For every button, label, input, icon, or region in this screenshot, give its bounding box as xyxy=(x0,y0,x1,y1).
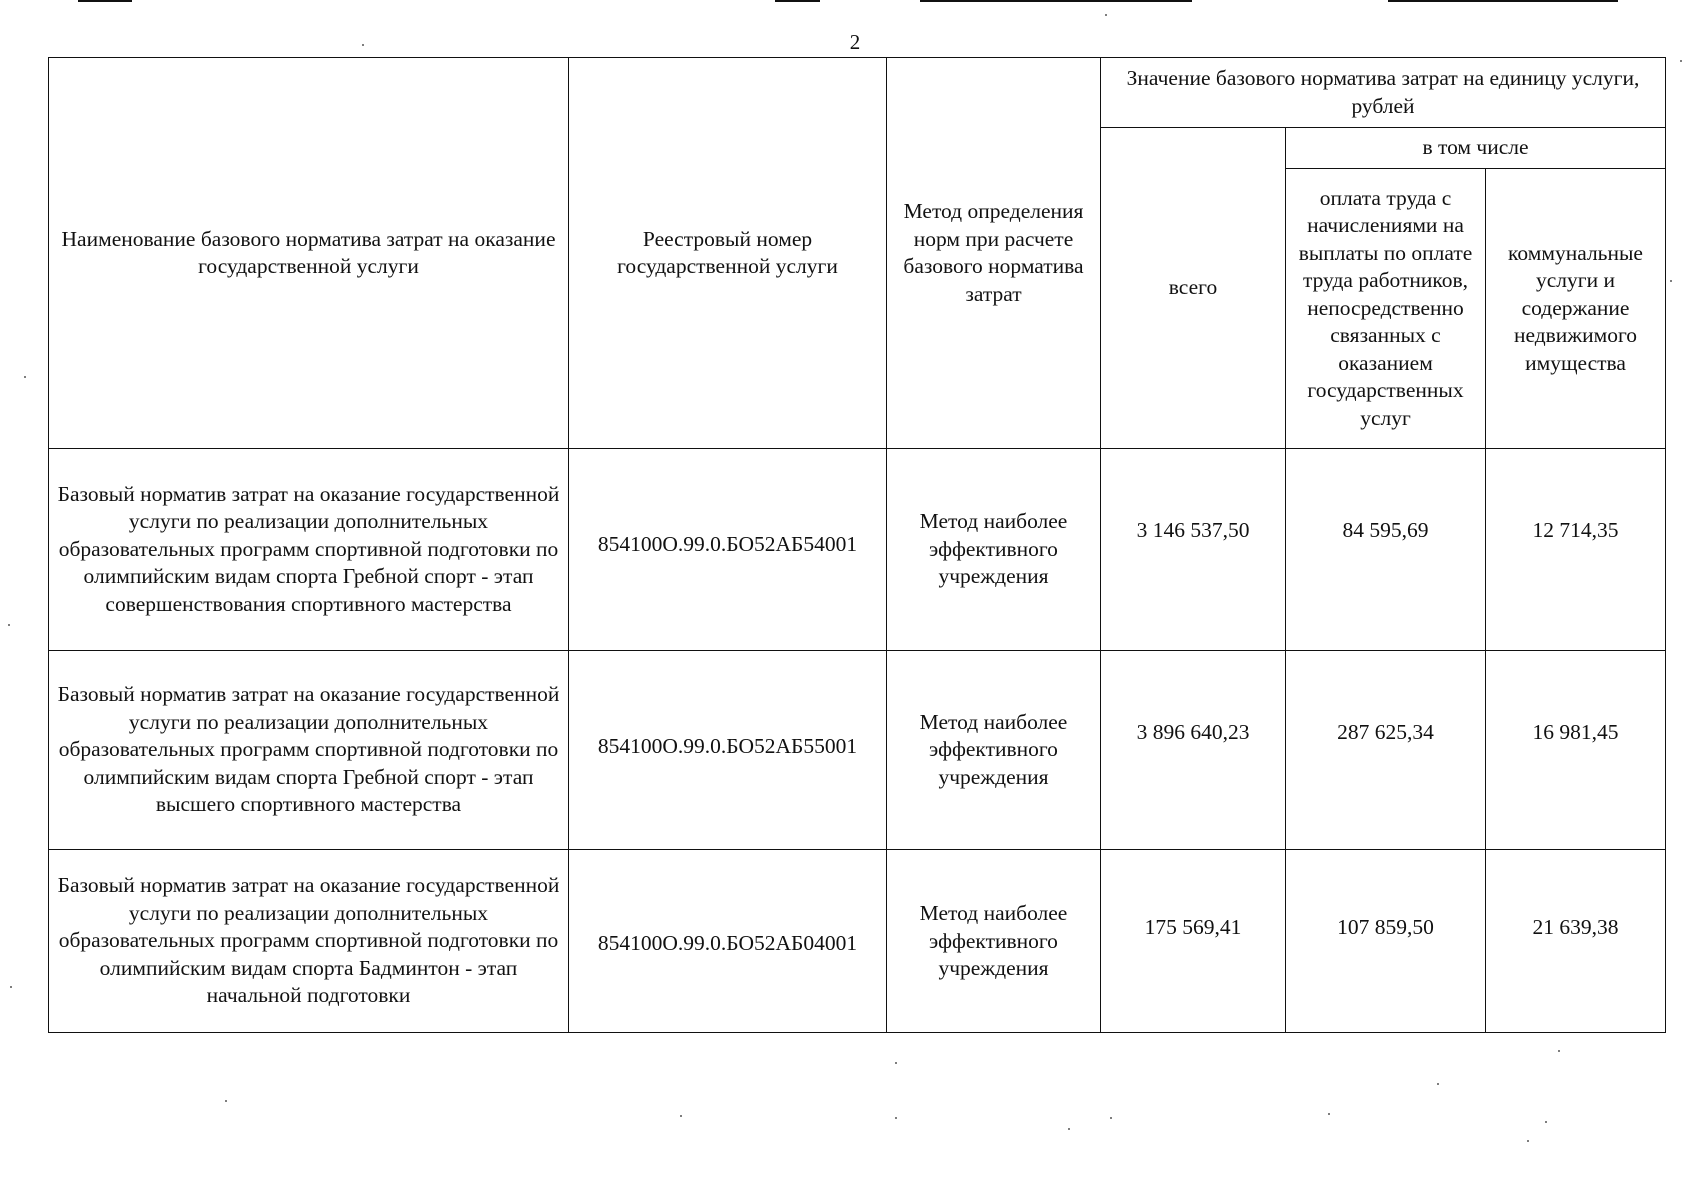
row-total: 3 896 640,23 xyxy=(1101,651,1286,850)
scan-speck xyxy=(24,376,26,378)
row-utilities: 16 981,45 xyxy=(1486,651,1666,850)
row-labor: 84 595,69 xyxy=(1286,449,1486,651)
scan-speck xyxy=(225,1100,227,1102)
scan-speck xyxy=(895,1062,897,1064)
row-name: Базовый норматив затрат на оказание государственной услуги по реализации дополнительных образовательных программ спортивной подготовки по олимпийским видам спорта Гребной спорт - этап высшего спортивного мастерства xyxy=(49,651,569,850)
page-number: 2 xyxy=(849,30,861,54)
scan-speck xyxy=(1068,1128,1070,1130)
row-labor: 107 859,50 xyxy=(1286,850,1486,1033)
row-utilities: 12 714,35 xyxy=(1486,449,1666,651)
scan-speck xyxy=(1437,1083,1439,1085)
header-method: Метод определения норм при расчете базового норматива затрат xyxy=(887,58,1101,449)
row-method: Метод наиболее эффективного учреждения xyxy=(887,449,1101,651)
row-name: Базовый норматив затрат на оказание государственной услуги по реализации дополнительных образовательных программ спортивной подготовки по олимпийским видам спорта Бадминтон - этап начальной подготовки xyxy=(49,850,569,1033)
header-total: всего xyxy=(1101,128,1286,449)
header-including: в том числе xyxy=(1286,128,1666,169)
scan-speck xyxy=(8,624,10,626)
scan-speck xyxy=(362,44,364,46)
header-utilities: коммунальные услуги и содержание недвижимого имущества xyxy=(1486,169,1666,449)
scan-speck xyxy=(1328,1113,1330,1115)
top-rule xyxy=(78,0,132,2)
scan-speck xyxy=(1527,1140,1529,1142)
scan-speck xyxy=(1110,1117,1112,1119)
scan-speck xyxy=(1670,280,1672,282)
scan-speck xyxy=(1545,1121,1547,1123)
scan-speck xyxy=(1558,1050,1560,1052)
header-name: Наименование базового норматива затрат на оказание государственной услуги xyxy=(49,58,569,449)
top-rule xyxy=(775,0,820,2)
table-row xyxy=(49,651,1666,850)
header-labor: оплата труда с начислениями на выплаты по оплате труда работников, непосредственно связанных с оказанием государственных услуг xyxy=(1286,169,1486,449)
scan-speck xyxy=(1105,14,1107,16)
table-row xyxy=(49,850,1666,1033)
scan-speck xyxy=(680,1115,682,1117)
table-row xyxy=(49,449,1666,651)
scan-speck xyxy=(10,986,12,988)
row-method: Метод наиболее эффективного учреждения xyxy=(887,651,1101,850)
row-code: 854100О.99.0.БО52АБ55001 xyxy=(569,651,887,850)
row-code: 854100О.99.0.БО52АБ54001 xyxy=(569,449,887,651)
norms-table xyxy=(48,57,1666,1033)
row-code: 854100О.99.0.БО52АБ04001 xyxy=(569,850,887,1033)
header-registry-number: Реестровый номер государственной услуги xyxy=(569,58,887,449)
header-row-top xyxy=(49,58,1666,128)
top-rule xyxy=(920,0,1192,2)
row-total: 3 146 537,50 xyxy=(1101,449,1286,651)
row-name: Базовый норматив затрат на оказание государственной услуги по реализации дополнительных образовательных программ спортивной подготовки по олимпийским видам спорта Гребной спорт - этап совершенствования спортивного мастерства xyxy=(49,449,569,651)
header-value-group: Значение базового норматива затрат на единицу услуги, рублей xyxy=(1101,58,1666,128)
row-labor: 287 625,34 xyxy=(1286,651,1486,850)
top-rule xyxy=(1388,0,1618,2)
scan-speck xyxy=(1680,60,1682,62)
row-total: 175 569,41 xyxy=(1101,850,1286,1033)
row-method: Метод наиболее эффективного учреждения xyxy=(887,850,1101,1033)
scan-speck xyxy=(895,1117,897,1119)
row-utilities: 21 639,38 xyxy=(1486,850,1666,1033)
